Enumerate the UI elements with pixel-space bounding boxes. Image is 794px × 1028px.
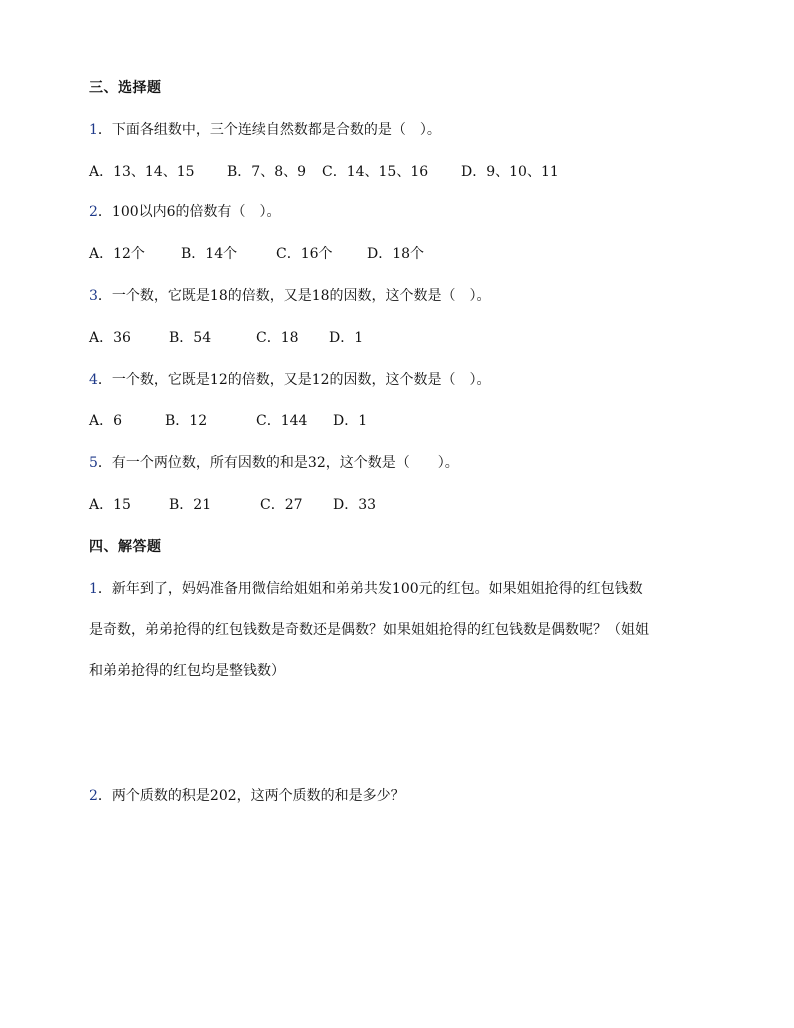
option-b: B．12 <box>165 413 208 429</box>
option-d: D．9、10、11 <box>461 164 559 180</box>
question-text: ．一个数，它既是18的倍数，又是18的因数，这个数是（ ）。 <box>97 288 491 304</box>
option-c: C．18 <box>256 330 299 346</box>
question-1 <box>89 120 441 140</box>
option-a: A．12个 <box>89 246 145 262</box>
option-b: B．21 <box>169 497 212 513</box>
option-a: A．36 <box>89 330 131 346</box>
question-number: 2 <box>89 204 98 220</box>
option-c: C．144 <box>256 413 308 429</box>
question-text: ．有一个两位数，所有因数的和是32，这个数是（ ）。 <box>97 455 459 471</box>
question-text: ．两个质数的积是202，这两个质数的和是多少？ <box>97 788 405 804</box>
option-b: B．14个 <box>181 246 238 262</box>
section-title-choice: 三、选择题 <box>89 80 162 96</box>
option-c: C．14、15、16 <box>322 164 429 180</box>
option-a: A．13、14、15 <box>89 164 195 180</box>
section-title-answer: 四、解答题 <box>89 539 162 555</box>
question-text: ．100以内6的倍数有（ ）。 <box>97 204 281 220</box>
answer-question-1-line-1 <box>89 579 643 599</box>
question-5 <box>89 453 459 473</box>
question-number: 4 <box>89 372 98 388</box>
question-4 <box>89 370 491 390</box>
option-d: D．1 <box>329 330 364 346</box>
answer-question-2 <box>89 786 405 806</box>
question-3 <box>89 286 491 306</box>
answer-question-1-line-2: 是奇数，弟弟抢得的红包钱数是奇数还是偶数？如果姐姐抢得的红包钱数是偶数呢？（姐姐 <box>89 622 649 638</box>
question-text: ．一个数，它既是12的倍数，又是12的因数，这个数是（ ）。 <box>97 372 491 388</box>
question-number: 3 <box>89 288 98 304</box>
question-text: ．新年到了，妈妈准备用微信给姐姐和弟弟共发100元的红包。如果姐姐抢得的红包钱数 <box>97 581 643 597</box>
option-b: B．54 <box>169 330 212 346</box>
question-number: 1 <box>89 581 98 597</box>
option-d: D．33 <box>333 497 377 513</box>
option-b: B．7、8、9 <box>227 164 307 180</box>
question-number: 5 <box>89 455 98 471</box>
question-number: 2 <box>89 788 98 804</box>
answer-question-1-line-3: 和弟弟抢得的红包均是整钱数） <box>89 663 285 679</box>
option-d: D．18个 <box>367 246 425 262</box>
question-text: ．下面各组数中，三个连续自然数都是合数的是（ ）。 <box>97 122 441 138</box>
question-number: 1 <box>89 122 98 138</box>
option-d: D．1 <box>333 413 368 429</box>
option-c: C．27 <box>260 497 303 513</box>
question-2 <box>89 202 281 222</box>
option-a: A．6 <box>89 413 123 429</box>
option-c: C．16个 <box>276 246 333 262</box>
option-a: A．15 <box>89 497 131 513</box>
